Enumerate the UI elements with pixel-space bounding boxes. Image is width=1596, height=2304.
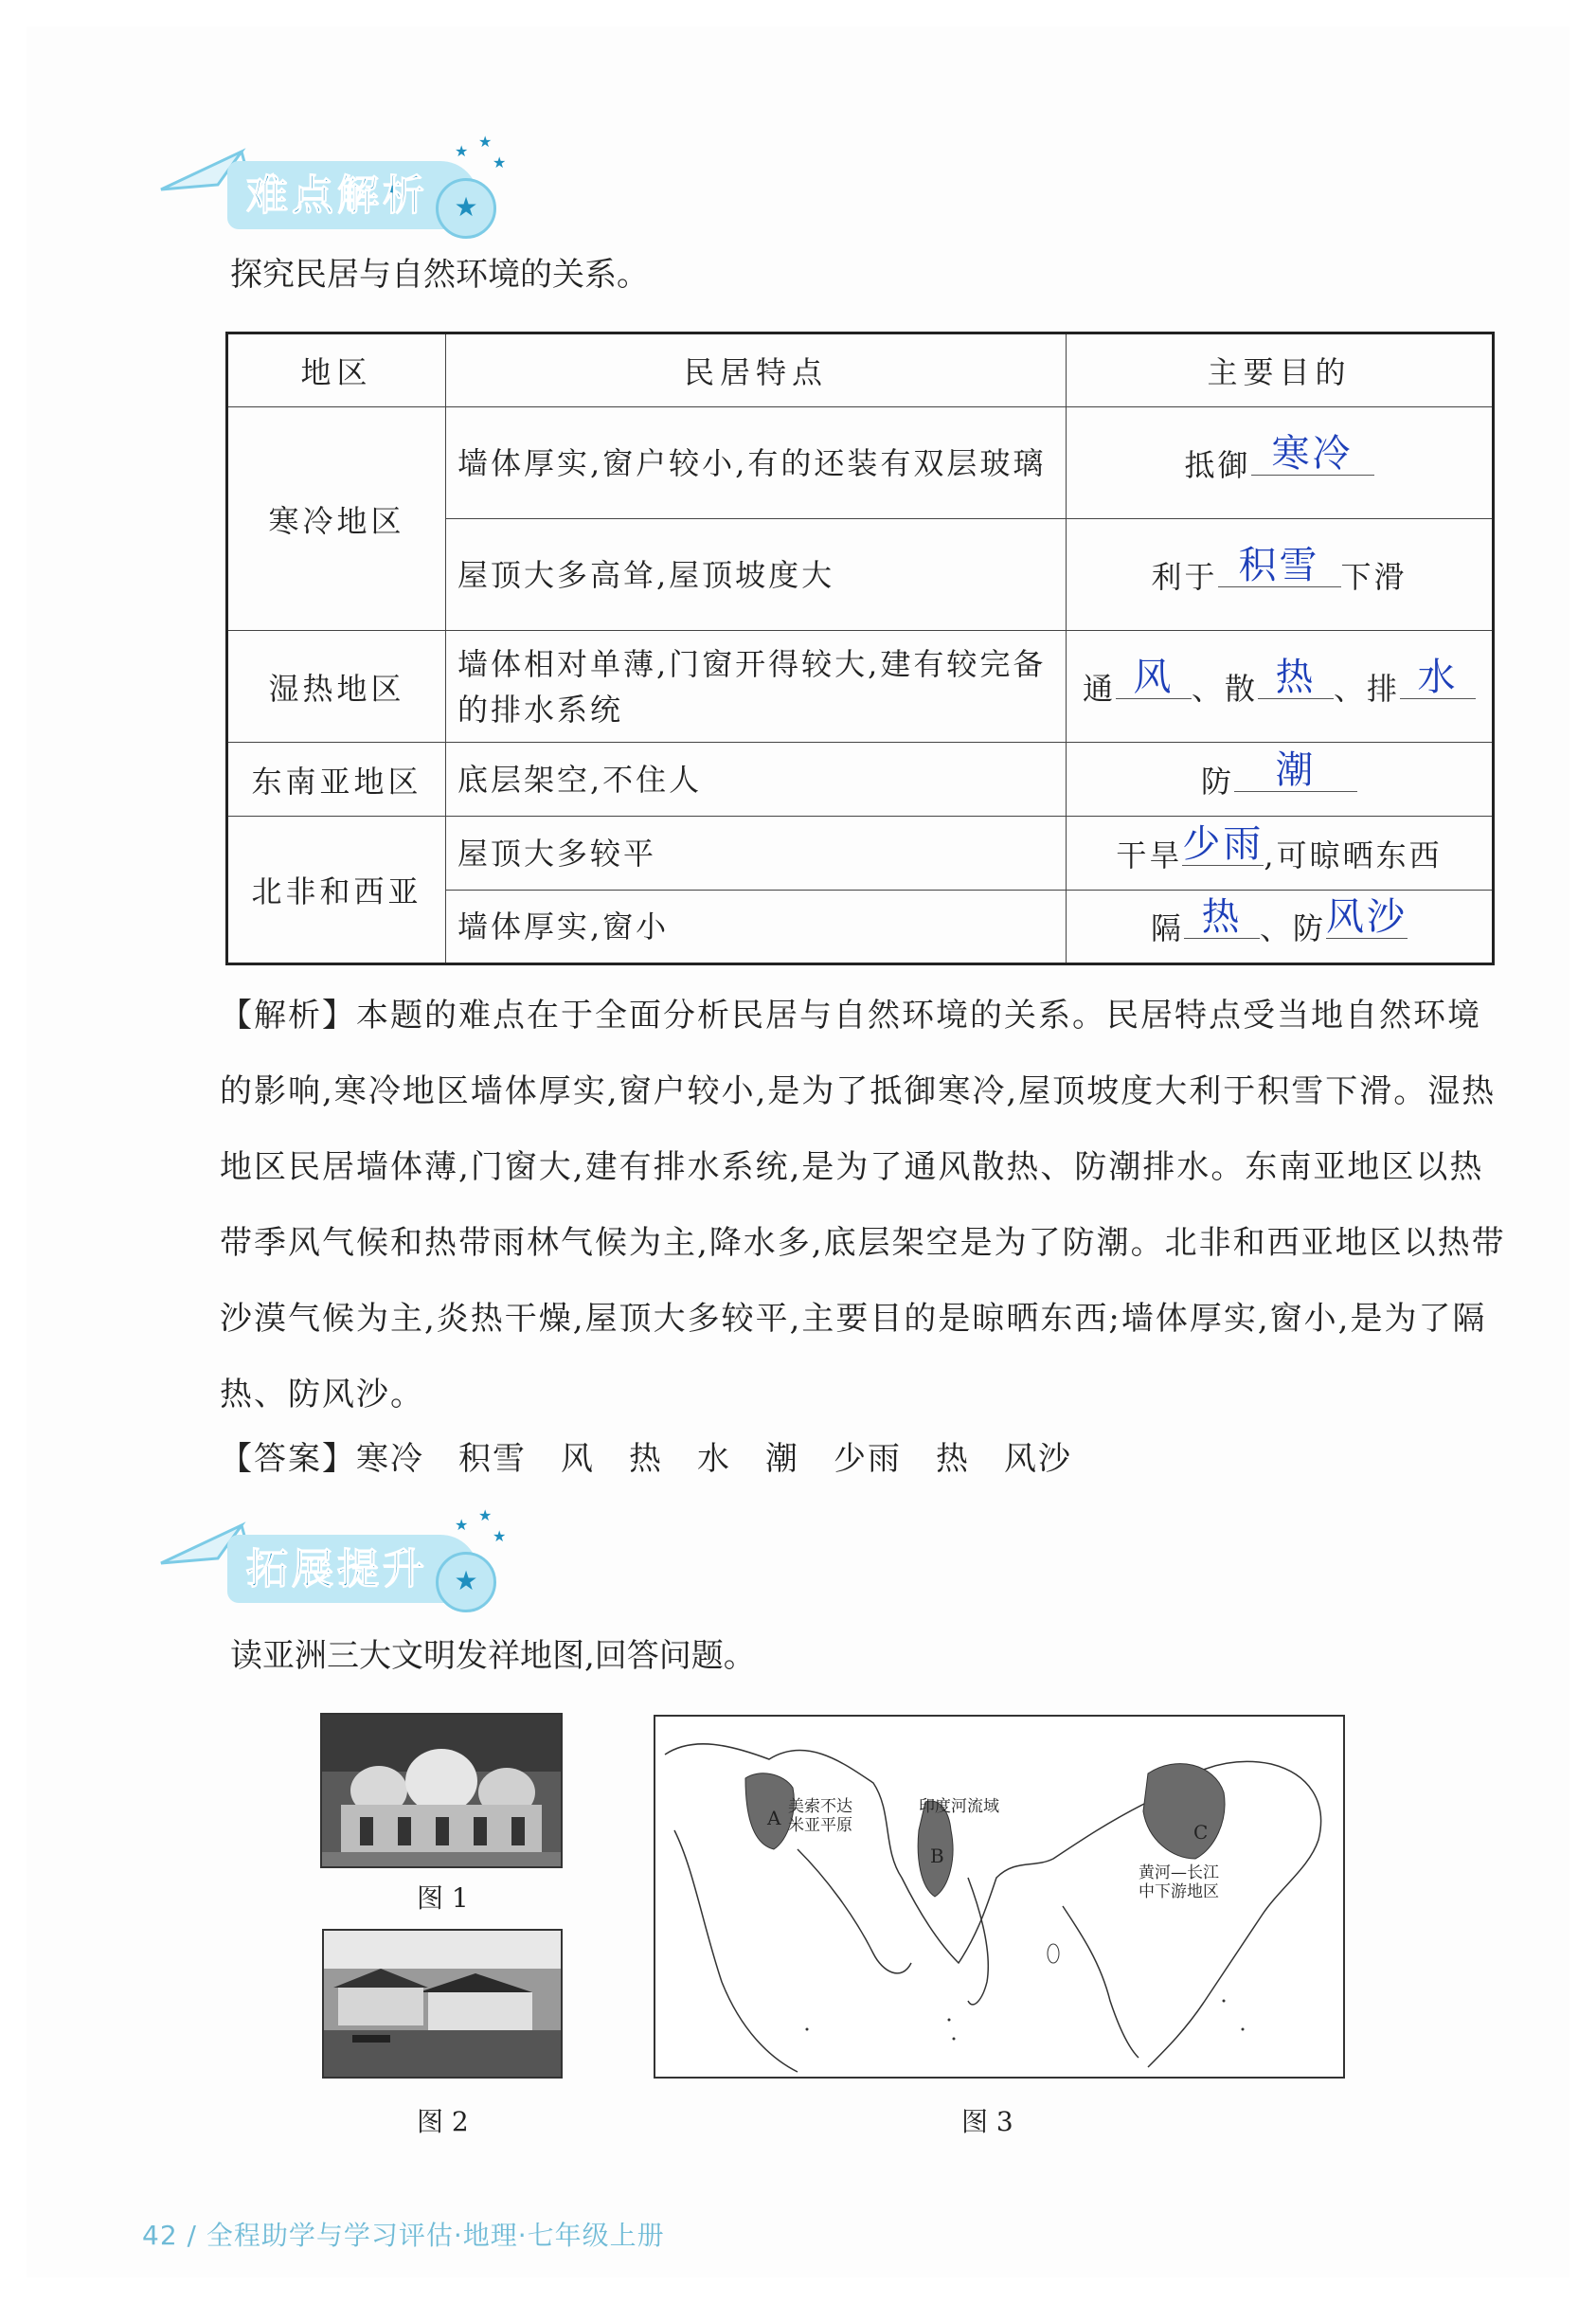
map-letter-c: C <box>1193 1821 1209 1844</box>
feature-cell: 底层架空,不住人 <box>446 743 1067 817</box>
map-label-yellow-yangtze-2: 中下游地区 <box>1139 1882 1219 1901</box>
feature-cell: 墙体厚实,窗小 <box>446 891 1067 964</box>
figure-3-asia-map <box>654 1715 1345 2079</box>
table-row <box>227 817 1494 891</box>
answer-text: 【答案】寒冷 积雪 风 热 水 潮 少雨 热 风沙 <box>220 1440 1072 1478</box>
section-banner-extension <box>152 1506 507 1611</box>
banner-title: 拓展提升 <box>246 1545 428 1593</box>
feature-cell: 屋顶大多较平 <box>446 817 1067 891</box>
purpose-prefix: 、防 <box>1260 910 1327 946</box>
analysis-text: 【解析】本题的难点在于全面分析民居与自然环境的关系。民居特点受当地自然环境的影响,寒冷地区墙体厚实,窗户较小,是为了抵御寒冷,屋顶坡度大利于积雪下滑。湿热地区民居墙体薄,门窗大,建有排水系统,是为了通风散热、防潮排水。东南亚地区以热带季风气候和热带雨林气候为主,降水多,底层架空是为了防潮。北非和西亚地区以热带沙漠气候为主,炎热干燥,屋顶大多较平,主要目的是晾晒东西;墙体厚实,窗小,是为了隔热、防风沙。 <box>220 997 1506 1413</box>
purpose-suffix: 下滑 <box>1340 558 1408 595</box>
watertown-image <box>324 1931 561 2077</box>
small-star-icon: ★ <box>493 1527 507 1545</box>
region-cold: 寒冷地区 <box>227 407 446 631</box>
purpose-suffix: ,可晾晒东西 <box>1264 837 1443 873</box>
purpose-prefix: 、散 <box>1191 670 1258 707</box>
banner-title: 难点解析 <box>246 171 428 220</box>
map-label-indus: 印度河流域 <box>919 1797 999 1816</box>
small-star-icon: ★ <box>455 142 469 160</box>
small-star-icon: ★ <box>455 1516 469 1534</box>
region-southeast-asia: 东南亚地区 <box>227 743 446 817</box>
header-region: 地区 <box>227 333 446 407</box>
answer-blank: 寒冷 <box>1251 433 1374 476</box>
small-star-icon: ★ <box>478 1506 493 1524</box>
question-text: 读亚洲三大文明发祥地图,回答问题。 <box>230 1637 756 1675</box>
map-label-yellow-yangtze-1: 黄河—长江 <box>1139 1863 1219 1882</box>
map-letter-a: A <box>767 1807 781 1829</box>
purpose-cell <box>1067 891 1494 964</box>
purpose-cell <box>1067 817 1494 891</box>
table-row <box>227 631 1494 743</box>
table-row <box>227 407 1494 519</box>
answer-blank: 热 <box>1184 896 1260 939</box>
header-purpose: 主要目的 <box>1067 333 1494 407</box>
region-north-africa-west-asia: 北非和西亚 <box>227 817 446 964</box>
purpose-cell <box>1067 631 1494 743</box>
table-row <box>227 743 1494 817</box>
purpose-cell <box>1067 519 1494 631</box>
intro-text: 探究民居与自然环境的关系。 <box>230 256 649 294</box>
answer-blank: 少雨 <box>1182 821 1264 866</box>
purpose-prefix: 隔 <box>1150 910 1184 946</box>
purpose-prefix: 抵御 <box>1184 446 1251 483</box>
feature-cell: 墙体厚实,窗户较小,有的还装有双层玻璃 <box>446 407 1067 519</box>
figure-3-caption: 图 3 <box>961 2106 1013 2137</box>
feature-cell: 屋顶大多高耸,屋顶坡度大 <box>446 519 1067 631</box>
map-label-mesopotamia-1: 美索不达 <box>788 1797 852 1816</box>
figure-1-mosque-photo <box>320 1713 563 1868</box>
purpose-prefix: 干旱 <box>1116 837 1183 873</box>
answer-blank: 风 <box>1116 657 1192 699</box>
purpose-prefix: 利于 <box>1151 558 1218 595</box>
mosque-image <box>322 1715 561 1866</box>
answer-blank: 热 <box>1258 657 1334 699</box>
purpose-prefix: 、排 <box>1334 670 1401 707</box>
page-footer: 42 / 全程助学与学习评估·地理·七年级上册 <box>142 2220 665 2251</box>
figure-2-caption: 图 2 <box>417 2106 469 2137</box>
figure-2-watertown-photo <box>322 1929 563 2079</box>
section-banner-difficulty <box>152 133 507 237</box>
purpose-cell <box>1067 407 1494 519</box>
purpose-prefix: 防 <box>1200 763 1234 800</box>
answer-blank: 潮 <box>1234 749 1357 792</box>
star-icon: ★ <box>436 1552 496 1612</box>
star-icon: ★ <box>436 178 496 239</box>
header-feature: 民居特点 <box>446 333 1067 407</box>
table-header-row <box>227 333 1494 407</box>
figure-1-caption: 图 1 <box>417 1882 469 1914</box>
purpose-prefix: 通 <box>1082 670 1116 707</box>
answer-blank: 风沙 <box>1326 895 1408 939</box>
answer-blank: 积雪 <box>1218 545 1341 587</box>
small-star-icon: ★ <box>478 133 493 151</box>
purpose-cell <box>1067 743 1494 817</box>
region-humid: 湿热地区 <box>227 631 446 743</box>
feature-cell: 墙体相对单薄,门窗开得较大,建有较完备的排水系统 <box>446 631 1067 743</box>
dwelling-table <box>225 332 1495 965</box>
map-label-mesopotamia-2: 米亚平原 <box>788 1816 852 1835</box>
answer-blank: 水 <box>1400 657 1476 699</box>
map-letter-b: B <box>930 1845 944 1867</box>
asia-outline-map <box>655 1717 1343 2077</box>
small-star-icon: ★ <box>493 153 507 171</box>
